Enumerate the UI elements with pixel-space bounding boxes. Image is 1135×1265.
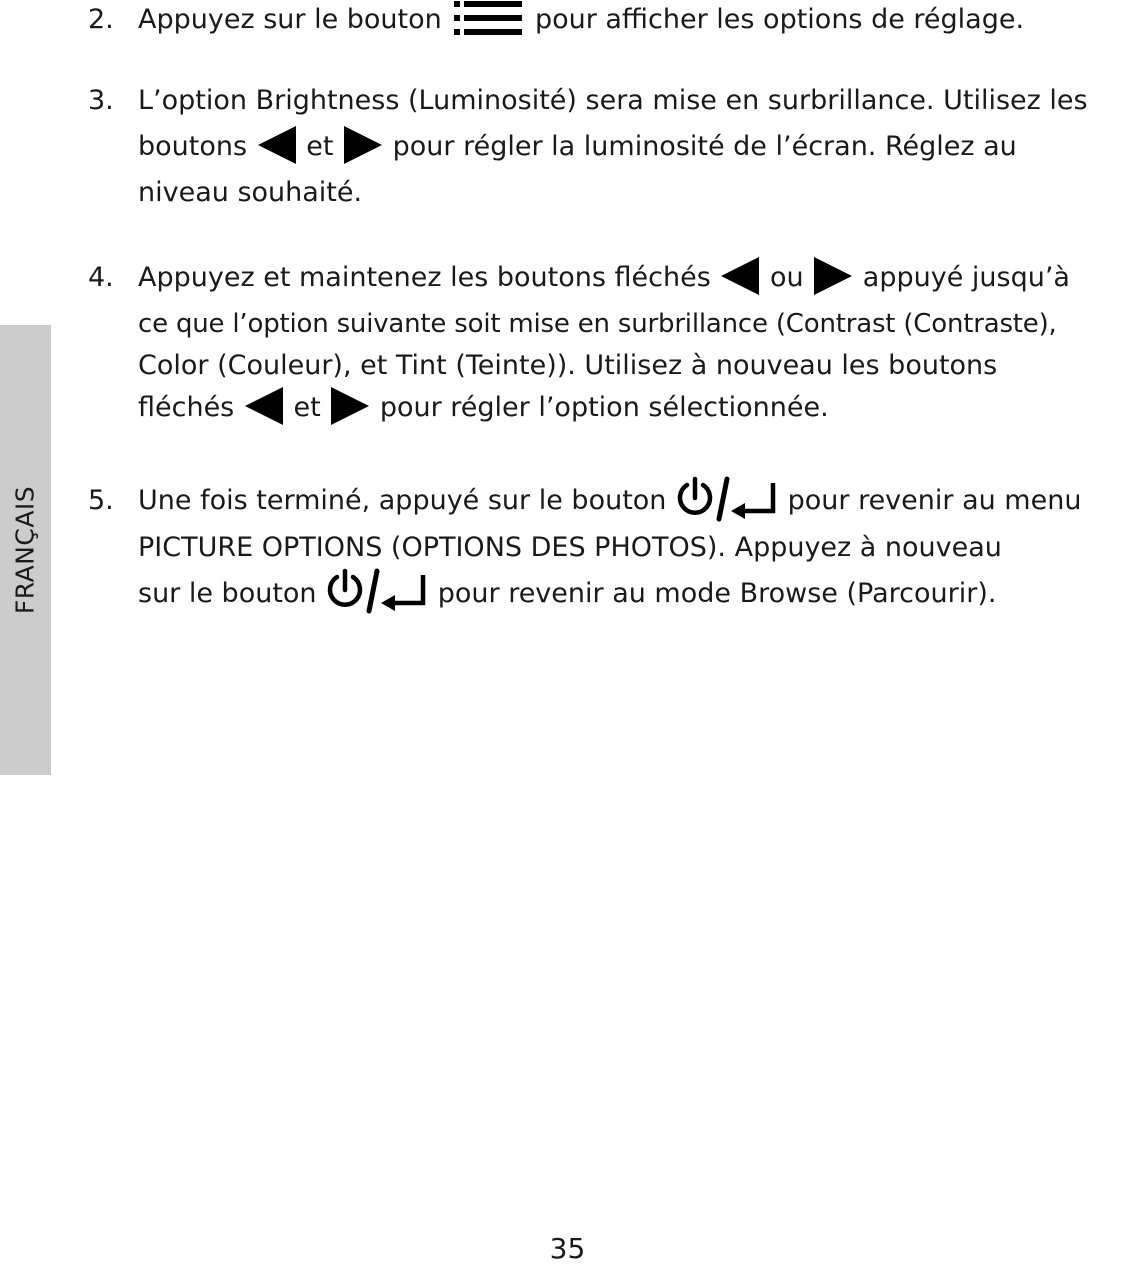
step-text bbox=[138, 478, 1135, 617]
text-segment: Color (Couleur), et Tint (Teinte)). Utilisez à nouveau les boutons bbox=[138, 350, 998, 381]
text-segment: Une fois terminé, appuyé sur le bouton bbox=[138, 485, 667, 516]
right-arrow-icon bbox=[342, 124, 384, 166]
step-line bbox=[138, 255, 1135, 301]
step-3 bbox=[88, 78, 1135, 216]
step-line bbox=[138, 0, 1135, 43]
power-enter-icon bbox=[325, 568, 429, 614]
text-segment: pour régler l’option sélectionnée. bbox=[379, 392, 829, 423]
left-arrow-icon bbox=[256, 124, 298, 166]
step-text bbox=[138, 0, 1135, 43]
step-number: 2. bbox=[88, 4, 114, 35]
text-segment: et bbox=[306, 131, 334, 162]
text-segment: L’option Brightness (Luminosité) sera mise en surbrillance. Utilisez les bbox=[138, 85, 1088, 116]
right-arrow-icon bbox=[812, 255, 854, 297]
menu-icon bbox=[450, 0, 526, 37]
step-number: 5. bbox=[88, 485, 114, 516]
side-tab-language-label: FRANÇAIS bbox=[10, 485, 40, 615]
power-enter-icon bbox=[675, 476, 779, 522]
step-text bbox=[138, 255, 1135, 431]
text-segment: pour régler la luminosité de l’écran. Réglez au bbox=[392, 131, 1017, 162]
text-segment: pour afficher les options de réglage. bbox=[534, 4, 1025, 35]
step-line bbox=[138, 385, 1135, 431]
left-arrow-icon bbox=[243, 385, 285, 427]
step-number: 4. bbox=[88, 262, 114, 293]
text-segment: sur le bouton bbox=[138, 577, 317, 609]
page-number: 35 bbox=[549, 1232, 586, 1265]
text-segment: appuyé jusqu’à bbox=[862, 262, 1070, 293]
step-line bbox=[138, 571, 1135, 618]
text-segment: boutons bbox=[138, 131, 248, 162]
text-segment: pour revenir au mode Browse (Parcourir). bbox=[437, 577, 997, 609]
text-segment: Appuyez sur le bouton bbox=[138, 4, 442, 35]
step-4 bbox=[88, 255, 1135, 431]
step-2 bbox=[88, 0, 1135, 43]
text-segment: et bbox=[293, 392, 321, 423]
text-segment: Appuyez et maintenez les boutons fléchés bbox=[138, 262, 711, 293]
text-segment: ce que l’option suivante soit mise en surbrillance (Contrast (Contraste), bbox=[138, 309, 1057, 339]
step-number: 3. bbox=[88, 85, 114, 116]
step-text bbox=[138, 78, 1135, 216]
text-segment: ou bbox=[769, 262, 804, 293]
step-line bbox=[138, 124, 1135, 170]
text-segment: niveau souhaité. bbox=[138, 177, 363, 208]
step-line bbox=[138, 525, 1135, 571]
step-line bbox=[138, 78, 1135, 124]
left-arrow-icon bbox=[719, 255, 761, 297]
text-segment: fléchés bbox=[138, 392, 235, 423]
text-segment: pour revenir au menu bbox=[787, 485, 1082, 516]
step-line bbox=[138, 478, 1135, 525]
step-5 bbox=[88, 478, 1135, 617]
text-segment: PICTURE OPTIONS (OPTIONS DES PHOTOS). Appuyez à nouveau bbox=[138, 531, 1002, 563]
right-arrow-icon bbox=[329, 385, 371, 427]
step-line bbox=[138, 170, 1135, 216]
step-line bbox=[138, 347, 1135, 385]
step-line bbox=[138, 301, 1135, 347]
